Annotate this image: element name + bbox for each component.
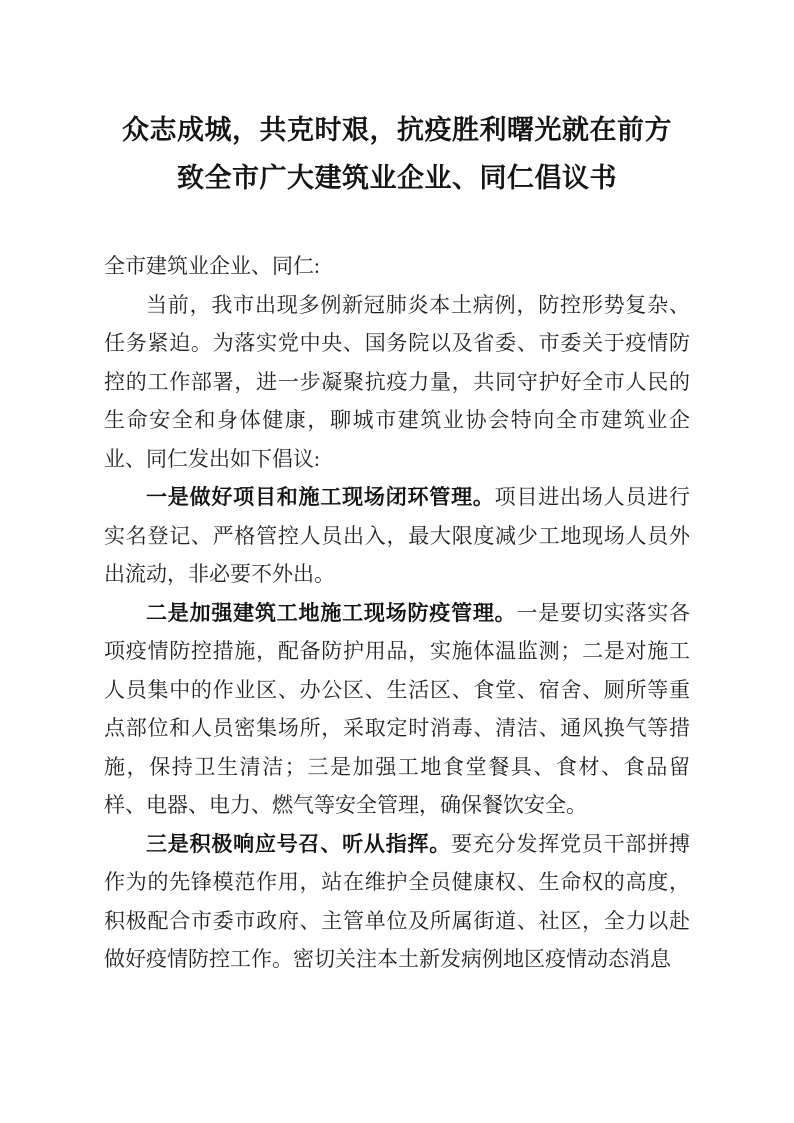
paragraph-text: 一是要切实落实各项疫情防控措施，配备防护用品，实施体温监测；二是对施工人员集中的作业区、办公区、生活区、食堂、宿舍、厕所等重点部位和人员密集场所，采取定时消毒、清洁、通风换气等措施，保持卫生清洁；三是加强工地食堂餐具、食材、食品留样、电器、电力、燃气等安全管理，确保餐饮安全。 (104, 600, 691, 817)
body-paragraph-point-1 (104, 478, 690, 594)
document-title (104, 106, 690, 202)
title-line-1: 众志成城，共克时艰，抗疫胜利曙光就在前方 (122, 115, 672, 145)
paragraph-text: 项目进出场人员进行实名登记、严格管控人员出入，最大限度减少工地现场人员外出流动，非必要不外出。 (104, 485, 691, 586)
paragraph-lead: 三是积极响应号召、听从指挥。 (146, 831, 452, 856)
body-paragraph-point-3 (104, 825, 690, 979)
paragraph-lead: 二是加强建筑工地施工现场防疫管理。 (146, 600, 517, 625)
paragraph-text: 当前，我市出现多例新冠肺炎本土病例，防控形势复杂、任务紧迫。为落实党中央、国务院以及省委、市委关于疫情防控的工作部署，进一步凝聚抗疫力量，共同守护好全市人民的生命安全和身体健康，聊城市建筑业协会特向全市建筑业企业、同仁发出如下倡议: (104, 292, 690, 471)
body-paragraph-point-2 (104, 594, 690, 825)
paragraph-lead: 一是做好项目和施工现场闭环管理。 (146, 485, 495, 509)
title-line-2: 致全市广大建筑业企业、同仁倡议书 (177, 163, 617, 193)
body-paragraph-intro (104, 286, 690, 479)
salutation: 全市建筑业企业、同仁: (104, 254, 320, 278)
paragraph-text: 要充分发挥党员干部拼搏作为的先锋模范作用，站在维护全员健康权、生命权的高度，积极配合市委市政府、主管单位及所属街道、社区，全力以赴做好疫情防控工作。密切关注本土新发病例地区疫情动态消息 (104, 831, 691, 971)
document-body (104, 247, 690, 979)
